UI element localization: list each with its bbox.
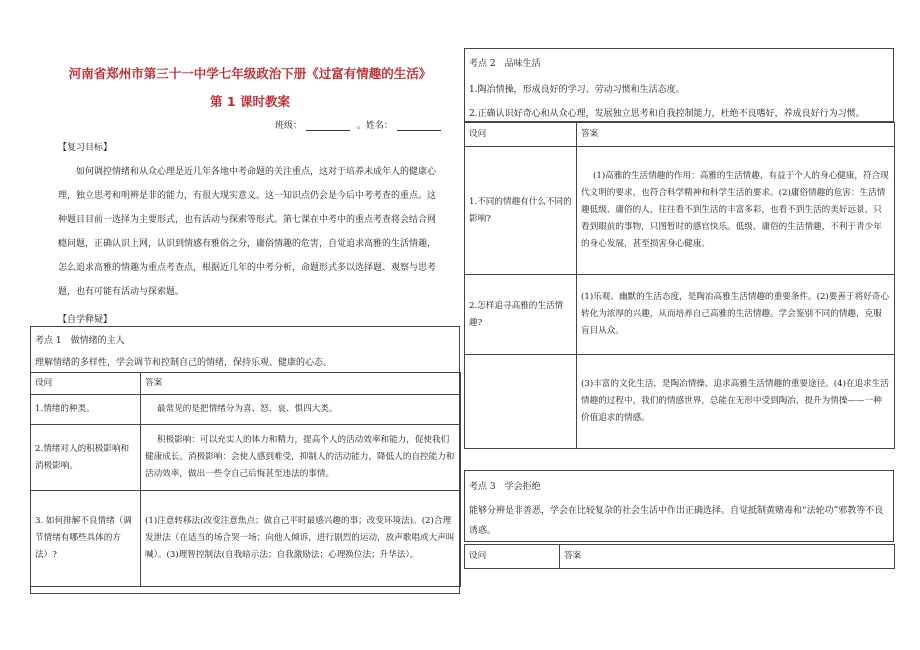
table-row-answer: (1)高雅的生活情趣的作用：高雅的生活情趣，有益于个人的身心健康，符合现代文明的要求，也符合科学精神和科学生活的要求。(2)庸俗情趣的危害：生活情趣低级、庸俗的人，往往看不到生活的丰富多彩，也看不到生活的美好远景，只看到眼前的事物，只图暂时的感官快乐。低级、庸俗的生活情趣，不利于青少年的身心发展，甚至损害身心健康。 [577, 147, 895, 275]
class-name-line [275, 118, 445, 131]
self-study-heading: 【自学释疑】 [58, 315, 113, 325]
table-row-question: 1.情绪的种类。 [31, 395, 141, 425]
table-row-answer: (1)乐观、幽默的生活态度，是陶冶高雅生活情趣的重要条件。(2)要善于将好奇心转化为浓厚的兴趣，从而培养自己高雅的生活情趣。学会鉴别不同的情趣，克服盲目从众。 [577, 275, 895, 355]
kaodian-3-goal: 能够分辨是非善恶，学会在比较复杂的社会生活中作出正确选择。自觉抵制黄赌毒和“法轮功”邪教等不良诱惑。 [469, 506, 884, 536]
table-row-answer: 积极影响：可以充实人的体力和精力，提高个人的活动效率和能力，促使我们健康成长。消极影响：会使人感到难受，抑制人的活动能力，降低人的自控能力和活动效率，做出一些令自己后悔甚至违法的事情。 [141, 425, 461, 491]
table-header-answer: 答案 [141, 373, 461, 395]
table-header-answer: 答案 [560, 545, 895, 569]
kaodian-2-box [464, 48, 894, 122]
table-row-question: 1.不同的情趣有什么不同的影响? [465, 147, 577, 275]
table-row-question: 3. 如何排解不良情绪（调节情绪有哪些具体的方法）? [31, 491, 141, 587]
kaodian-3-box [464, 470, 894, 542]
kaodian-1-goal: 理解情绪的多样性，学会调节和控制自己的情绪，保持乐观、健康的心态。 [35, 358, 333, 368]
table-header-question: 设问 [465, 545, 560, 569]
table-row-question: 2.怎样追寻高雅的生活情趣? [465, 275, 577, 355]
name-label: 。姓名： [356, 121, 393, 131]
class-label: 班级： [275, 121, 303, 131]
kaodian-2-goal-1: 1.陶冶情操，形成良好的学习、劳动习惯和生活态度。 [469, 85, 685, 95]
review-heading: 【复习目标】 [58, 143, 113, 153]
table-header-answer: 答案 [577, 123, 895, 147]
kaodian-2-title: 考点 2 品味生活 [469, 59, 541, 69]
name-blank [397, 121, 441, 131]
kaodian-3-table [464, 544, 895, 569]
class-blank [306, 121, 350, 131]
kaodian-3-title: 考点 3 学会拒绝 [469, 482, 541, 492]
table-row-answer: (3)丰富的文化生活，是陶冶情操、追求高雅生活情趣的重要途径。(4)在追求生活情趣的过程中，我们的情感世界，总能在无形中受到陶冶，提升为情操——一种价值追求的情感。 [577, 355, 895, 449]
table-header-question: 设问 [31, 373, 141, 395]
kaodian-1-table [30, 372, 461, 587]
kaodian-2-table [464, 122, 895, 449]
kaodian-1-title: 考点 1 做情绪的主人 [35, 336, 125, 346]
table-row-answer: (1)注意转移法(改变注意焦点；做自己平时最感兴趣的事；改变环境法)。(2)合理发泄法（在适当的场合哭一场；向他人倾诉，进行剧烈的运动，放声歌唱或大声叫喊）。(3)理智控制法(自我暗示法；自我激励法；心理换位法；升华法）。 [141, 491, 461, 587]
table-row-answer: 最常见的是把情绪分为喜、怒、哀、惧四大类。 [141, 395, 461, 425]
document-title: 河南省郑州市第三十一中学七年级政治下册《过富有情趣的生活》 [68, 66, 432, 81]
document-subtitle: 第 1 课时教案 [210, 94, 290, 109]
table-header-question: 设问 [465, 123, 577, 147]
kaodian-2-goal-2: 2.正确认识好奇心和从众心理，发展独立思考和自我控制能力，杜绝不良嗜好，养成良好行为习惯。 [469, 109, 865, 119]
review-paragraph: 如何调控情绪和从众心理是近几年各地中考命题的关注重点，这对于培养未成年人的健康心理，独立思考和明辨是非的能力，有很大现实意义。这一知识点仍会是今后中考考查的重点。这种题目目前一选择为主要形式，也有活动与探索等形式。第七课在中考中的重点考查将会结合网瘾问题，正确认识上网，认识到情感有雅俗之分，庸俗情趣的危害，自觉追求高雅的生活情趣，怎么追求高雅的情趣为重点考查点，根据近几年的中考分析，命题形式多以选择题、观察与思考题，也有可能有活动与探索题。 [58, 167, 437, 297]
table-row-question: 2.情绪对人的积极影响和消极影响。 [31, 425, 141, 491]
table-row-question [465, 355, 577, 449]
